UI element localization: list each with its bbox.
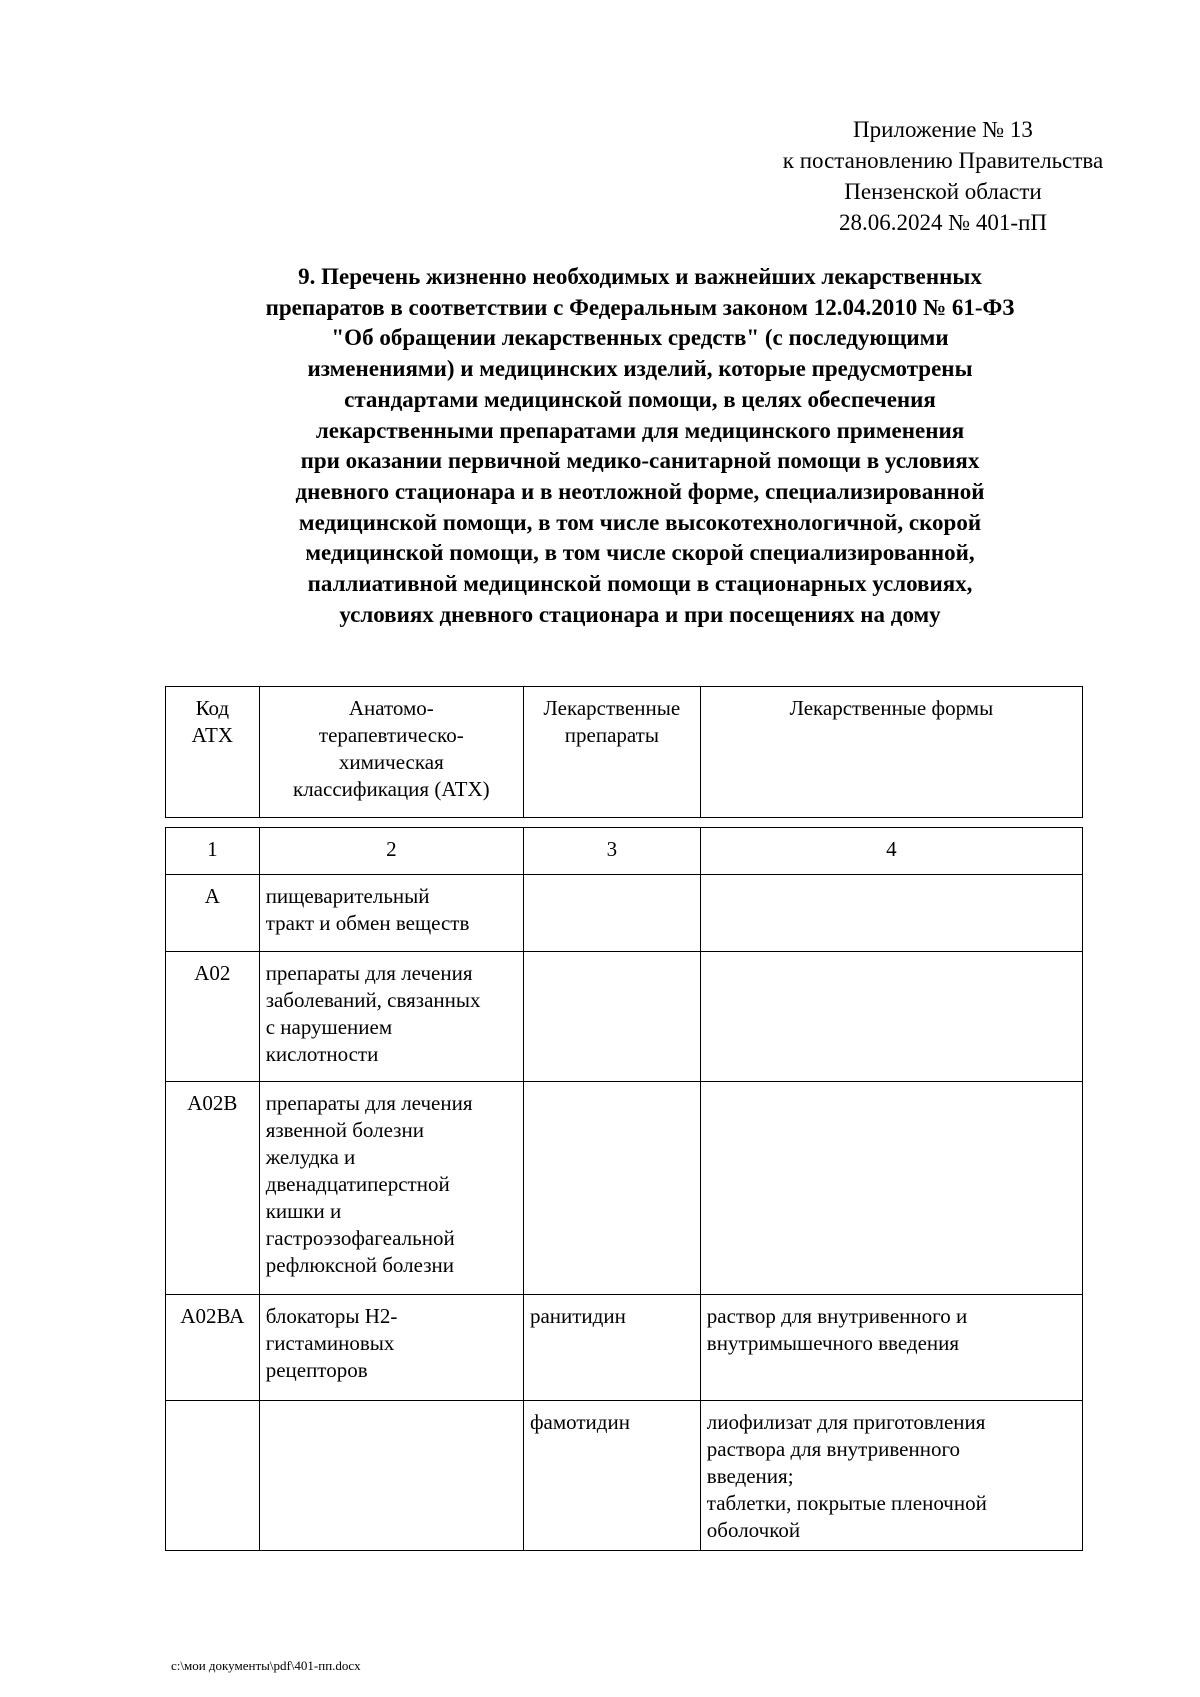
header-cell-forms: [700, 687, 1082, 818]
header-text: классификация (АТХ): [293, 777, 490, 801]
cell-text: рефлюксной болезни: [265, 1253, 454, 1277]
cell-text: внутримышечного введения: [706, 1331, 960, 1355]
title-line: дневного стационара и в неотложной форме, специализированной: [295, 478, 985, 504]
header-text: Лекарственные формы: [789, 696, 994, 720]
cell-text: язвенной болезни: [265, 1118, 424, 1142]
appendix-block: [733, 114, 1153, 238]
cell-code: [166, 1295, 260, 1401]
cell-forms: [700, 952, 1082, 1082]
appendix-line: Приложение № 13: [853, 117, 1033, 142]
appendix-line: Пензенской области: [844, 179, 1042, 204]
column-number-row: [166, 828, 1083, 875]
cell-forms: [700, 1401, 1082, 1551]
title-line: при оказании первичной медико-санитарной помощи в условиях: [300, 448, 980, 474]
cell-text: тракт и обмен веществ: [265, 911, 470, 935]
title-line: медицинской помощи, в том числе высокотехнологичной, скорой: [298, 509, 982, 535]
cell-text: двенадцатиперстной: [265, 1172, 450, 1196]
cell-text: препараты для лечения: [265, 1091, 473, 1115]
title-line: паллиативной медицинской помощи в стационарных условиях,: [307, 571, 973, 597]
table-row: [166, 875, 1083, 952]
appendix-line: 28.06.2024 № 401-пП: [838, 210, 1048, 235]
title-line: лекарственными препаратами для медицинского применения: [315, 417, 965, 443]
cell-text: пищеварительный: [265, 884, 430, 908]
cell-drug: [523, 1295, 700, 1401]
cell-atc: [259, 1401, 523, 1551]
cell-atc: [259, 1295, 523, 1401]
cell-text: А02В: [187, 1091, 238, 1115]
title-line: стандартами медицинской помощи, в целях обеспечения: [344, 386, 936, 412]
cell-code: [166, 875, 260, 952]
cell-text: ранитидин: [529, 1304, 626, 1328]
column-number: 2: [259, 828, 523, 875]
header-cell-atc: [259, 687, 523, 818]
cell-text: кишки и: [265, 1199, 342, 1223]
column-number: 3: [523, 828, 700, 875]
header-text: Код: [195, 696, 230, 720]
title-line: изменениями) и медицинских изделий, которые предусмотрены: [307, 356, 973, 382]
file-path-footer: c:\мои документы\pdf\401-пп.docx: [171, 1658, 361, 1673]
title-line: условиях дневного стационара и при посещениях на дому: [339, 601, 941, 627]
cell-text: А: [204, 884, 220, 908]
cell-forms: [700, 875, 1082, 952]
cell-code: [166, 1082, 260, 1295]
cell-text: блокаторы Н2-: [265, 1304, 398, 1328]
column-number: 1: [166, 828, 260, 875]
cell-text: фамотидин: [529, 1410, 630, 1434]
cell-text: лиофилизат для приготовления: [706, 1410, 986, 1434]
cell-text: кислотности: [265, 1042, 379, 1066]
table-row: [166, 952, 1083, 1082]
header-text: Анатомо-: [348, 696, 434, 720]
header-text: АТХ: [191, 723, 233, 747]
cell-code: [166, 952, 260, 1082]
cell-atc: [259, 952, 523, 1082]
cell-code: [166, 1401, 260, 1551]
header-cell-code: [166, 687, 260, 818]
cell-text: А02ВА: [180, 1304, 245, 1328]
cell-drug: [523, 1401, 700, 1551]
cell-text: гастроэзофагеальной: [265, 1226, 455, 1250]
header-text: препараты: [564, 723, 659, 747]
cell-drug: [523, 952, 700, 1082]
cell-forms: [700, 1082, 1082, 1295]
table-row: [166, 1082, 1083, 1295]
cell-text: желудка и: [265, 1145, 356, 1169]
header-text: Лекарственные: [543, 696, 681, 720]
table-body: [166, 875, 1083, 1551]
cell-text: введения;: [706, 1464, 794, 1488]
column-number: 4: [700, 828, 1082, 875]
cell-atc: [259, 1082, 523, 1295]
cell-drug: [523, 1082, 700, 1295]
cell-forms: [700, 1295, 1082, 1401]
document-title: [160, 262, 1120, 630]
header-cell-drugs: [523, 687, 700, 818]
header-text: терапевтическо-: [318, 723, 464, 747]
cell-text: препараты для лечения: [265, 961, 473, 985]
cell-text: раствора для внутривенного: [706, 1437, 961, 1461]
cell-text: гистаминовых: [265, 1331, 395, 1355]
data-table: [165, 827, 1083, 1551]
appendix-line: к постановлению Правительства: [782, 148, 1104, 173]
cell-text: рецепторов: [265, 1358, 368, 1382]
table-row: [166, 1401, 1083, 1551]
title-line: препаратов в соответствии с Федеральным законом 12.04.2010 № 61-ФЗ: [265, 294, 1015, 320]
cell-text: раствор для внутривенного и: [706, 1304, 968, 1328]
cell-text: заболеваний, связанных: [265, 988, 481, 1012]
cell-text: с нарушением: [265, 1015, 393, 1039]
title-line: "Об обращении лекарственных средств" (с последующими: [331, 325, 949, 351]
cell-drug: [523, 875, 700, 952]
cell-text: таблетки, покрытые пленочной: [706, 1491, 987, 1515]
table-header: [165, 686, 1083, 818]
cell-text: оболочкой: [706, 1518, 801, 1542]
table-row: [166, 1295, 1083, 1401]
title-line: медицинской помощи, в том числе скорой специализированной,: [305, 540, 975, 566]
header-text: химическая: [338, 750, 444, 774]
cell-atc: [259, 875, 523, 952]
title-line: 9. Перечень жизненно необходимых и важнейших лекарственных: [298, 264, 982, 289]
header-row: [166, 687, 1083, 818]
cell-text: А02: [194, 961, 231, 985]
